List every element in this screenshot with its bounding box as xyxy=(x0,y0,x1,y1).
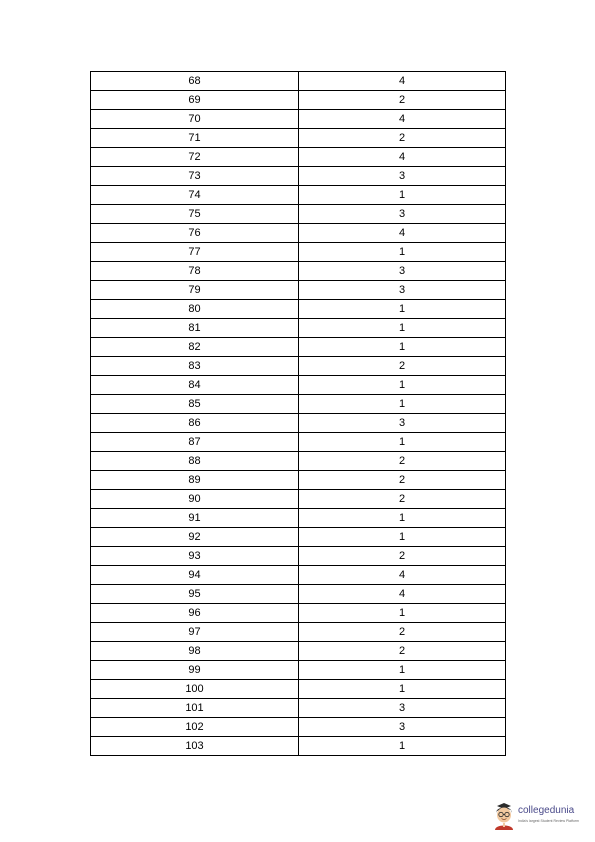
table-row xyxy=(91,566,506,585)
answer-cell: 3 xyxy=(299,281,506,300)
question-number-cell: 93 xyxy=(91,547,299,566)
answer-cell: 1 xyxy=(299,509,506,528)
question-number-cell: 74 xyxy=(91,186,299,205)
question-number-cell: 72 xyxy=(91,148,299,167)
table-row xyxy=(91,661,506,680)
question-number-cell: 97 xyxy=(91,623,299,642)
question-number-cell: 86 xyxy=(91,414,299,433)
answer-cell: 3 xyxy=(299,262,506,281)
table-row xyxy=(91,186,506,205)
question-number-cell: 88 xyxy=(91,452,299,471)
question-number-cell: 103 xyxy=(91,737,299,756)
table-row xyxy=(91,452,506,471)
question-number-cell: 80 xyxy=(91,300,299,319)
question-number-cell: 101 xyxy=(91,699,299,718)
answer-cell: 1 xyxy=(299,338,506,357)
question-number-cell: 90 xyxy=(91,490,299,509)
table-row xyxy=(91,129,506,148)
answer-cell: 1 xyxy=(299,528,506,547)
logo-wordmark: collegedunia xyxy=(518,805,575,816)
table-row xyxy=(91,91,506,110)
answer-cell: 1 xyxy=(299,680,506,699)
student-mascot-icon xyxy=(492,802,516,830)
answer-cell: 2 xyxy=(299,547,506,566)
answer-cell: 1 xyxy=(299,300,506,319)
table-row xyxy=(91,224,506,243)
question-number-cell: 92 xyxy=(91,528,299,547)
table-row xyxy=(91,604,506,623)
question-number-cell: 69 xyxy=(91,91,299,110)
table-row xyxy=(91,319,506,338)
answer-cell: 2 xyxy=(299,623,506,642)
question-number-cell: 68 xyxy=(91,72,299,91)
question-number-cell: 75 xyxy=(91,205,299,224)
question-number-cell: 81 xyxy=(91,319,299,338)
collegedunia-logo xyxy=(492,800,592,834)
question-number-cell: 73 xyxy=(91,167,299,186)
question-number-cell: 96 xyxy=(91,604,299,623)
question-number-cell: 83 xyxy=(91,357,299,376)
answer-cell: 1 xyxy=(299,661,506,680)
answer-cell: 2 xyxy=(299,452,506,471)
answer-cell: 1 xyxy=(299,737,506,756)
answer-cell: 4 xyxy=(299,224,506,243)
answer-cell: 3 xyxy=(299,718,506,737)
question-number-cell: 71 xyxy=(91,129,299,148)
answer-cell: 3 xyxy=(299,167,506,186)
table-row xyxy=(91,262,506,281)
question-number-cell: 82 xyxy=(91,338,299,357)
answer-cell: 2 xyxy=(299,642,506,661)
question-number-cell: 102 xyxy=(91,718,299,737)
table-row xyxy=(91,547,506,566)
question-number-cell: 99 xyxy=(91,661,299,680)
answer-cell: 1 xyxy=(299,319,506,338)
question-number-cell: 77 xyxy=(91,243,299,262)
answer-cell: 4 xyxy=(299,585,506,604)
table-row xyxy=(91,376,506,395)
question-number-cell: 79 xyxy=(91,281,299,300)
answer-cell: 2 xyxy=(299,357,506,376)
question-number-cell: 91 xyxy=(91,509,299,528)
answer-cell: 3 xyxy=(299,414,506,433)
question-number-cell: 100 xyxy=(91,680,299,699)
logo-tagline: India's largest Student Review Platform xyxy=(518,819,579,823)
table-row xyxy=(91,585,506,604)
table-row xyxy=(91,680,506,699)
question-number-cell: 84 xyxy=(91,376,299,395)
table-row xyxy=(91,737,506,756)
table-row xyxy=(91,471,506,490)
question-number-cell: 98 xyxy=(91,642,299,661)
question-number-cell: 94 xyxy=(91,566,299,585)
question-number-cell: 78 xyxy=(91,262,299,281)
table-row xyxy=(91,338,506,357)
answer-cell: 3 xyxy=(299,205,506,224)
answer-cell: 4 xyxy=(299,72,506,91)
table-row xyxy=(91,528,506,547)
question-number-cell: 76 xyxy=(91,224,299,243)
question-number-cell: 70 xyxy=(91,110,299,129)
table-row xyxy=(91,167,506,186)
answer-cell: 1 xyxy=(299,395,506,414)
answer-cell: 2 xyxy=(299,471,506,490)
answer-cell: 1 xyxy=(299,186,506,205)
answer-key-table-body xyxy=(91,72,506,756)
table-row xyxy=(91,509,506,528)
answer-cell: 2 xyxy=(299,129,506,148)
table-row xyxy=(91,300,506,319)
answer-cell: 1 xyxy=(299,433,506,452)
answer-cell: 4 xyxy=(299,110,506,129)
table-row xyxy=(91,699,506,718)
table-row xyxy=(91,718,506,737)
table-row xyxy=(91,623,506,642)
answer-cell: 2 xyxy=(299,490,506,509)
answer-cell: 2 xyxy=(299,91,506,110)
answer-cell: 4 xyxy=(299,148,506,167)
table-row xyxy=(91,414,506,433)
answer-key-table xyxy=(90,71,506,756)
answer-cell: 1 xyxy=(299,604,506,623)
table-row xyxy=(91,205,506,224)
answer-cell: 1 xyxy=(299,243,506,262)
table-row xyxy=(91,642,506,661)
answer-cell: 1 xyxy=(299,376,506,395)
question-number-cell: 85 xyxy=(91,395,299,414)
question-number-cell: 89 xyxy=(91,471,299,490)
answer-cell: 3 xyxy=(299,699,506,718)
table-row xyxy=(91,490,506,509)
table-row xyxy=(91,243,506,262)
table-row xyxy=(91,357,506,376)
table-row xyxy=(91,395,506,414)
question-number-cell: 87 xyxy=(91,433,299,452)
table-row xyxy=(91,110,506,129)
question-number-cell: 95 xyxy=(91,585,299,604)
table-row xyxy=(91,281,506,300)
answer-cell: 4 xyxy=(299,566,506,585)
table-row xyxy=(91,72,506,91)
table-row xyxy=(91,148,506,167)
table-row xyxy=(91,433,506,452)
